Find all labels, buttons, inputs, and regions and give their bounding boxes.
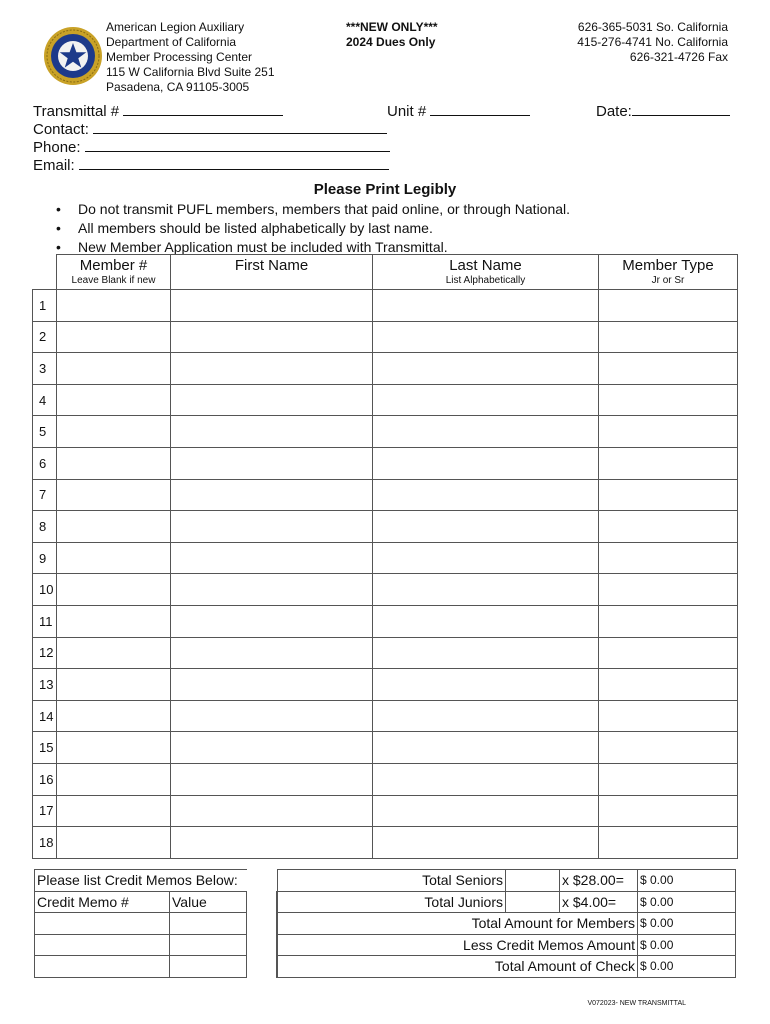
member-number-cell[interactable] xyxy=(57,416,171,448)
org-line: Member Processing Center xyxy=(106,50,253,64)
table-row xyxy=(33,384,738,416)
instruction-item: • New Member Application must be included with Transmittal. xyxy=(56,238,570,257)
memo-number-cell[interactable] xyxy=(35,956,170,978)
member-number-cell[interactable] xyxy=(57,574,171,606)
column-subtitle: List Alphabetically xyxy=(445,275,526,286)
row-number: 16 xyxy=(33,763,57,795)
phone-line: 626-365-5031 So. California xyxy=(577,20,728,34)
first-name-cell[interactable] xyxy=(171,290,373,322)
first-name-cell[interactable] xyxy=(171,416,373,448)
first-name-cell[interactable] xyxy=(171,827,373,859)
first-name-cell[interactable] xyxy=(171,763,373,795)
first-name-cell[interactable] xyxy=(171,321,373,353)
table-row xyxy=(33,321,738,353)
last-name-cell[interactable] xyxy=(373,605,599,637)
member-number-cell[interactable] xyxy=(57,669,171,701)
unit-label: Unit # xyxy=(387,103,427,120)
table-row xyxy=(33,669,738,701)
column-title: Member # xyxy=(79,257,148,274)
auxiliary-emblem-logo xyxy=(43,26,103,86)
dues-notice xyxy=(346,20,438,50)
last-name-cell[interactable] xyxy=(373,321,599,353)
member-number-cell[interactable] xyxy=(57,795,171,827)
unit-input-line[interactable] xyxy=(430,101,530,116)
total-check-amount: $ 0.00 xyxy=(638,956,736,978)
row-number: 15 xyxy=(33,732,57,764)
instruction-list xyxy=(56,200,570,257)
first-name-cell[interactable] xyxy=(171,542,373,574)
first-name-cell[interactable] xyxy=(171,700,373,732)
contact-label: Contact: xyxy=(33,121,89,138)
member-type-header xyxy=(599,255,738,290)
email-field xyxy=(33,155,389,175)
memo-row xyxy=(35,934,247,956)
phone-label: Phone: xyxy=(33,139,81,156)
credit-memos-label: Less Credit Memos Amount xyxy=(278,934,638,956)
member-rows xyxy=(33,290,738,859)
memo-column-row xyxy=(35,891,247,913)
totals-table xyxy=(277,869,736,978)
table-header-row xyxy=(33,255,738,290)
column-subtitle: Leave Blank if new xyxy=(71,275,156,286)
row-number: 9 xyxy=(33,542,57,574)
table-row xyxy=(33,700,738,732)
member-type-cell[interactable] xyxy=(599,795,738,827)
first-name-cell[interactable] xyxy=(171,384,373,416)
total-juniors-count[interactable] xyxy=(506,891,560,913)
row-number: 14 xyxy=(33,700,57,732)
member-number-cell[interactable] xyxy=(57,321,171,353)
credit-memo-table xyxy=(34,869,247,978)
member-type-cell[interactable] xyxy=(599,447,738,479)
row-number: 13 xyxy=(33,669,57,701)
contact-phones xyxy=(577,20,728,65)
phone-input-line[interactable] xyxy=(85,137,390,152)
member-number-cell[interactable] xyxy=(57,542,171,574)
member-number-cell[interactable] xyxy=(57,353,171,385)
first-name-header xyxy=(171,255,373,290)
last-name-cell[interactable] xyxy=(373,542,599,574)
credit-memos-amount: $ 0.00 xyxy=(638,934,736,956)
table-row xyxy=(33,574,738,606)
table-row xyxy=(33,763,738,795)
contact-field xyxy=(33,119,387,139)
column-title: Last Name xyxy=(449,257,522,274)
memo-row xyxy=(35,956,247,978)
organization-address xyxy=(106,20,275,95)
table-row xyxy=(33,416,738,448)
last-name-cell[interactable] xyxy=(373,827,599,859)
total-seniors-count[interactable] xyxy=(506,870,560,892)
org-line: Pasadena, CA 91105-3005 xyxy=(106,80,250,94)
unit-field xyxy=(387,101,530,121)
member-type-cell[interactable] xyxy=(599,637,738,669)
phone-field xyxy=(33,137,390,157)
last-name-cell[interactable] xyxy=(373,763,599,795)
member-type-cell[interactable] xyxy=(599,574,738,606)
table-row xyxy=(33,732,738,764)
last-name-cell[interactable] xyxy=(373,353,599,385)
row-number: 1 xyxy=(33,290,57,322)
phone-line: 415-276-4741 No. California xyxy=(577,35,728,49)
member-number-cell[interactable] xyxy=(57,700,171,732)
member-type-cell[interactable] xyxy=(599,763,738,795)
memo-row xyxy=(35,913,247,935)
total-juniors-label: Total Juniors xyxy=(278,891,506,913)
org-line: American Legion Auxiliary xyxy=(106,20,245,34)
last-name-cell[interactable] xyxy=(373,574,599,606)
row-number: 17 xyxy=(33,795,57,827)
transmittal-field xyxy=(33,101,283,121)
column-title: Member Type xyxy=(622,257,714,274)
memo-value-cell[interactable] xyxy=(170,956,247,978)
table-row xyxy=(33,542,738,574)
first-name-cell[interactable] xyxy=(171,605,373,637)
last-name-cell[interactable] xyxy=(373,732,599,764)
member-type-cell[interactable] xyxy=(599,669,738,701)
member-number-cell[interactable] xyxy=(57,637,171,669)
memo-value-cell[interactable] xyxy=(170,934,247,956)
row-number: 10 xyxy=(33,574,57,606)
row-number: 18 xyxy=(33,827,57,859)
member-table xyxy=(32,254,738,859)
row-number: 11 xyxy=(33,605,57,637)
member-number-cell[interactable] xyxy=(57,732,171,764)
member-type-cell[interactable] xyxy=(599,290,738,322)
memo-heading: Please list Credit Memos Below: xyxy=(35,870,247,892)
member-number-cell[interactable] xyxy=(57,827,171,859)
first-name-cell[interactable] xyxy=(171,574,373,606)
member-number-cell[interactable] xyxy=(57,479,171,511)
column-title: First Name xyxy=(234,257,309,274)
last-name-cell[interactable] xyxy=(373,447,599,479)
credit-memo-value-header: Value xyxy=(170,891,247,913)
row-number: 4 xyxy=(33,384,57,416)
table-row xyxy=(33,353,738,385)
member-type-cell[interactable] xyxy=(599,511,738,543)
memo-value-cell[interactable] xyxy=(170,913,247,935)
junior-rate: x $4.00= xyxy=(560,891,638,913)
first-name-cell[interactable] xyxy=(171,511,373,543)
member-type-cell[interactable] xyxy=(599,542,738,574)
memo-spacer xyxy=(246,891,277,978)
table-row xyxy=(33,605,738,637)
org-line: 115 W California Blvd Suite 251 xyxy=(106,65,275,79)
last-name-cell[interactable] xyxy=(373,416,599,448)
member-type-cell[interactable] xyxy=(599,353,738,385)
first-name-cell[interactable] xyxy=(171,637,373,669)
member-type-cell[interactable] xyxy=(599,605,738,637)
member-number-cell[interactable] xyxy=(57,290,171,322)
notice-line: 2024 Dues Only xyxy=(346,35,436,49)
table-row xyxy=(33,637,738,669)
table-row xyxy=(33,795,738,827)
junior-amount: $ 0.00 xyxy=(638,891,736,913)
member-type-cell[interactable] xyxy=(599,416,738,448)
total-seniors-row xyxy=(278,870,736,892)
member-type-cell[interactable] xyxy=(599,827,738,859)
member-type-cell[interactable] xyxy=(599,384,738,416)
org-line: Department of California xyxy=(106,35,237,49)
last-name-cell[interactable] xyxy=(373,511,599,543)
credit-memos-row xyxy=(278,934,736,956)
transmittal-input-line[interactable] xyxy=(123,101,283,116)
member-type-cell[interactable] xyxy=(599,732,738,764)
member-type-cell[interactable] xyxy=(599,321,738,353)
memo-heading-row xyxy=(35,870,247,892)
last-name-cell[interactable] xyxy=(373,795,599,827)
last-name-cell[interactable] xyxy=(373,669,599,701)
member-type-cell[interactable] xyxy=(599,700,738,732)
first-name-cell[interactable] xyxy=(171,353,373,385)
table-row xyxy=(33,479,738,511)
total-juniors-row xyxy=(278,891,736,913)
first-name-cell[interactable] xyxy=(171,669,373,701)
first-name-cell[interactable] xyxy=(171,447,373,479)
row-number-header xyxy=(33,255,57,290)
row-number: 3 xyxy=(33,353,57,385)
version-footer: V072023- NEW TRANSMITTAL xyxy=(587,1000,686,1007)
total-members-amount: $ 0.00 xyxy=(638,913,736,935)
instruction-item: • All members should be listed alphabetically by last name. xyxy=(56,219,570,238)
total-members-row xyxy=(278,913,736,935)
member-number-cell[interactable] xyxy=(57,447,171,479)
total-check-label: Total Amount of Check xyxy=(278,956,638,978)
contact-input-line[interactable] xyxy=(93,119,387,134)
row-number: 7 xyxy=(33,479,57,511)
print-legibly-heading: Please Print Legibly xyxy=(313,181,457,198)
transmittal-label: Transmittal # xyxy=(33,103,120,120)
last-name-cell[interactable] xyxy=(373,290,599,322)
last-name-header xyxy=(373,255,599,290)
total-members-label: Total Amount for Members xyxy=(278,913,638,935)
table-row xyxy=(33,290,738,322)
date-input-line[interactable] xyxy=(632,101,730,116)
total-check-row xyxy=(278,956,736,978)
member-number-cell[interactable] xyxy=(57,763,171,795)
table-row xyxy=(33,827,738,859)
row-number: 2 xyxy=(33,321,57,353)
email-label: Email: xyxy=(33,157,75,174)
first-name-cell[interactable] xyxy=(171,479,373,511)
column-subtitle: Jr or Sr xyxy=(651,275,685,286)
notice-line: ***NEW ONLY*** xyxy=(346,20,438,34)
date-label: Date: xyxy=(596,103,632,120)
row-number: 12 xyxy=(33,637,57,669)
row-number: 6 xyxy=(33,447,57,479)
member-number-cell[interactable] xyxy=(57,605,171,637)
senior-amount: $ 0.00 xyxy=(638,870,736,892)
date-field xyxy=(596,101,730,121)
last-name-cell[interactable] xyxy=(373,479,599,511)
last-name-cell[interactable] xyxy=(373,700,599,732)
member-number-cell[interactable] xyxy=(57,511,171,543)
table-row xyxy=(33,447,738,479)
instruction-item: • Do not transmit PUFL members, members that paid online, or through National. xyxy=(56,200,570,219)
memo-number-cell[interactable] xyxy=(35,913,170,935)
first-name-cell[interactable] xyxy=(171,795,373,827)
last-name-cell[interactable] xyxy=(373,637,599,669)
member-number-header xyxy=(57,255,171,290)
last-name-cell[interactable] xyxy=(373,384,599,416)
first-name-cell[interactable] xyxy=(171,732,373,764)
memo-number-cell[interactable] xyxy=(35,934,170,956)
credit-memo-number-header: Credit Memo # xyxy=(35,891,170,913)
row-number: 8 xyxy=(33,511,57,543)
member-type-cell[interactable] xyxy=(599,479,738,511)
senior-rate: x $28.00= xyxy=(560,870,638,892)
row-number: 5 xyxy=(33,416,57,448)
table-row xyxy=(33,511,738,543)
total-seniors-label: Total Seniors xyxy=(278,870,506,892)
member-number-cell[interactable] xyxy=(57,384,171,416)
email-input-line[interactable] xyxy=(79,155,389,170)
phone-line: 626-321-4726 Fax xyxy=(629,50,728,64)
